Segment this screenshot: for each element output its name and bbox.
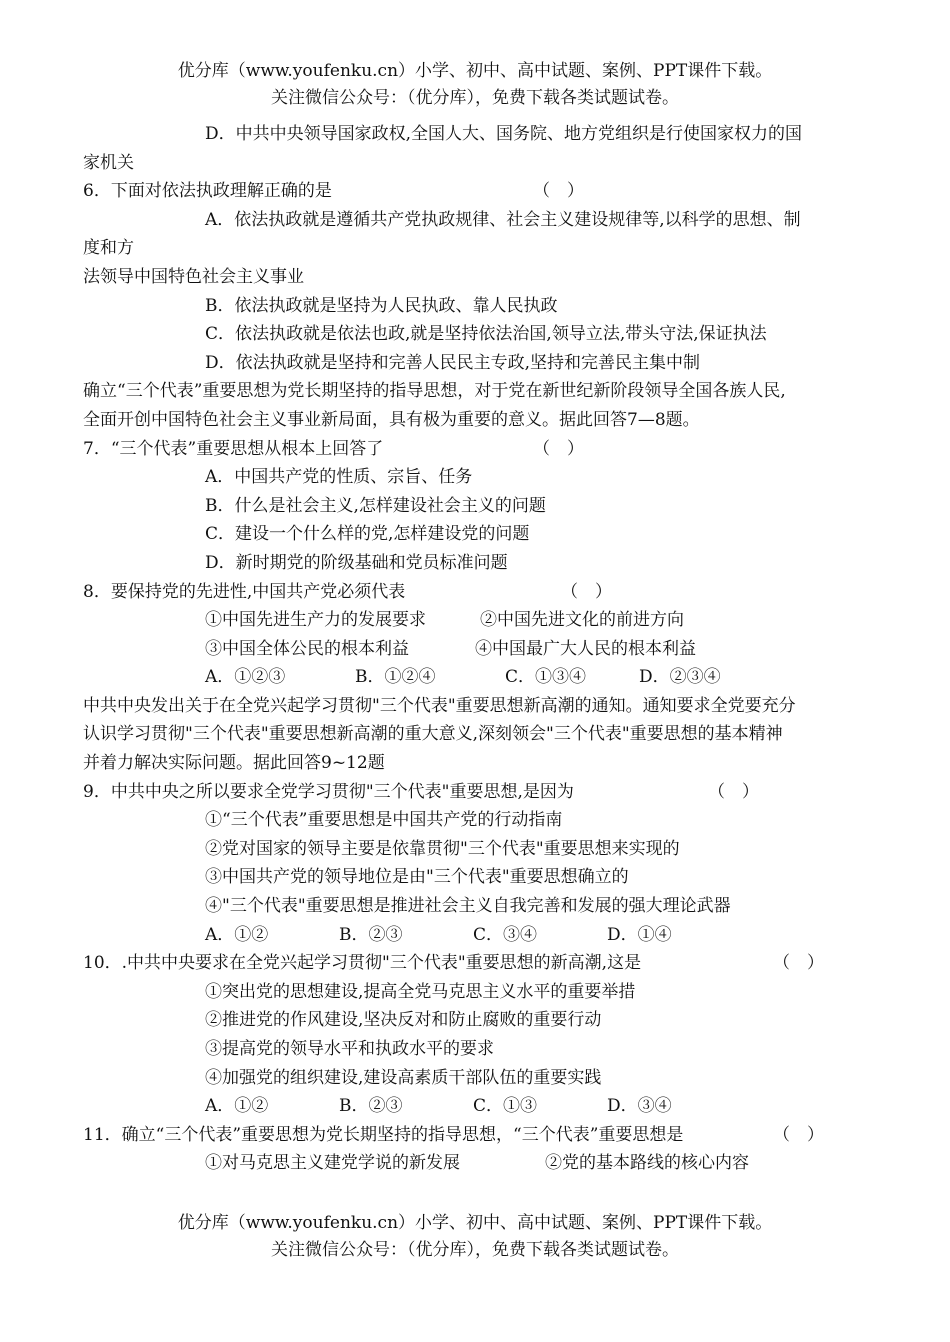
q9-statement-2: ②党对国家的领导主要是依靠贯彻"三个代表"重要思想来实现的	[205, 838, 680, 859]
q9-choice-a: A．①②	[205, 924, 269, 945]
q10-statement-2: ②推进党的作风建设,坚决反对和防止腐败的重要行动	[205, 1010, 602, 1031]
intro-q7-8-line-1: 确立“三个代表”重要思想为党长期坚持的指导思想，对于党在新世纪新阶段领导全国各族人民,	[83, 381, 786, 402]
q5-option-d: D．中共中央领导国家政权,全国人大、国务院、地方党组织是行使国家权力的国	[205, 124, 803, 144]
q7-option-c: C．建设一个什么样的党,怎样建设党的问题	[205, 524, 530, 545]
q8-statements-3-4	[83, 635, 883, 664]
q6-stem	[83, 177, 883, 206]
q9-choice-d: D．①④	[607, 924, 672, 945]
q8-choice-b: B．①②④	[355, 667, 436, 688]
q9-statement-1: ①“三个代表”重要思想是中国共产党的行动指南	[205, 810, 563, 831]
q10-stem-text: 10．.中共中央要求在全党兴起学习贯彻"三个代表"重要思想的新高潮,这是	[83, 953, 642, 974]
intro-q9-12-line-3: 并着力解决实际问题。据此回答9~12题	[83, 753, 385, 774]
q8-statement-2: ②中国先进文化的前进方向	[480, 610, 684, 631]
q7-stem	[83, 435, 883, 464]
q11-stem-text: 11．确立“三个代表”重要思想为党长期坚持的指导思想，“三个代表”重要思想是	[83, 1124, 684, 1145]
q9-stem-text: 9．中共中央之所以要求全党学习贯彻"三个代表"重要思想,是因为	[83, 781, 574, 802]
q9-stem	[83, 778, 883, 807]
intro-q9-12-line-2: 认识学习贯彻"三个代表"重要思想新高潮的重大意义,深刻领会"三个代表"重要思想的基本精神	[83, 724, 783, 745]
q8-answer-paren: （ ）	[561, 581, 612, 602]
q8-choice-a: A．①②③	[205, 667, 286, 688]
q10-statement-4: ④加强党的组织建设,建设高素质干部队伍的重要实践	[205, 1067, 602, 1088]
q5-option-d-cont: 家机关	[83, 152, 134, 173]
q7-stem-text: 7．“三个代表”重要思想从根本上回答了	[83, 438, 384, 459]
header-line-2: 关注微信公众号：（优分库），免费下载各类试题试卷。	[271, 88, 679, 108]
q10-choice-b: B．②③	[339, 1096, 403, 1117]
q6-option-a-cont-2: 法领导中国特色社会主义事业	[83, 266, 304, 287]
q10-choice-d: D．③④	[607, 1096, 672, 1117]
q10-stem	[83, 949, 883, 978]
q9-choice-c: C．③④	[473, 924, 538, 945]
intro-q9-12-line-1: 中共中央发出关于在全党兴起学习贯彻"三个代表"重要思想新高潮的通知。通知要求全党要充分	[83, 695, 796, 716]
q11-statement-2: ②党的基本路线的核心内容	[545, 1153, 749, 1174]
q8-stem	[83, 578, 883, 607]
q8-statement-3: ③中国全体公民的根本利益	[205, 638, 409, 659]
q9-choices	[83, 921, 883, 950]
q6-answer-paren: （ ）	[533, 181, 584, 202]
header-line-1: 优分库（www.youfenku.cn）小学、初中、高中试题、案例、PPT课件下载。	[177, 61, 773, 81]
q9-answer-paren: （ ）	[708, 781, 759, 802]
q8-statement-1: ①中国先进生产力的发展要求	[205, 610, 426, 631]
q7-option-d: D．新时期党的阶级基础和党员标准问题	[205, 552, 508, 573]
q11-answer-paren: （ ）	[773, 1124, 824, 1145]
q8-statement-4: ④中国最广大人民的根本利益	[475, 638, 696, 659]
q10-statement-3: ③提高党的领导水平和执政水平的要求	[205, 1039, 494, 1059]
page-footer	[0, 1210, 950, 1264]
q8-statements-1-2	[83, 606, 883, 635]
q6-option-a: A．依法执政就是遵循共产党执政规律、社会主义建设规律等,以科学的思想、制	[205, 209, 801, 230]
q10-choice-c: C．①③	[473, 1096, 538, 1117]
q6-option-b: B．依法执政就是坚持为人民执政、靠人民执政	[205, 295, 558, 316]
q11-statement-1: ①对马克思主义建党学说的新发展	[205, 1153, 460, 1174]
q7-option-b: B．什么是社会主义,怎样建设社会主义的问题	[205, 495, 546, 516]
q6-stem-text: 6．下面对依法执政理解正确的是	[83, 181, 332, 202]
q8-choices	[83, 663, 883, 692]
page-header	[0, 58, 950, 112]
q9-choice-b: B．②③	[339, 924, 403, 945]
q7-option-a: A．中国共产党的性质、宗旨、任务	[205, 467, 473, 488]
exam-content	[83, 120, 883, 1178]
q10-answer-paren: （ ）	[773, 953, 824, 974]
q11-statements-1-2	[83, 1149, 883, 1178]
q10-choices	[83, 1092, 883, 1121]
footer-line-2: 关注微信公众号：（优分库），免费下载各类试题试卷。	[271, 1240, 679, 1260]
q10-statement-1: ①突出党的思想建设,提高全党马克思主义水平的重要举措	[205, 981, 636, 1002]
q9-statement-3: ③中国共产党的领导地位是由"三个代表"重要思想确立的	[205, 867, 629, 888]
q8-stem-text: 8．要保持党的先进性,中国共产党必须代表	[83, 581, 406, 602]
q6-option-d: D．依法执政就是坚持和完善人民民主专政,坚持和完善民主集中制	[205, 352, 701, 373]
footer-line-1: 优分库（www.youfenku.cn）小学、初中、高中试题、案例、PPT课件下载。	[177, 1213, 773, 1233]
q10-choice-a: A．①②	[205, 1096, 269, 1117]
q11-stem	[83, 1121, 883, 1150]
q9-statement-4: ④"三个代表"重要思想是推进社会主义自我完善和发展的强大理论武器	[205, 896, 731, 917]
q8-choice-d: D．②③④	[639, 667, 721, 688]
q7-answer-paren: （ ）	[533, 438, 584, 459]
q8-choice-c: C．①③④	[505, 667, 587, 688]
q6-option-a-cont-1: 度和方	[83, 238, 134, 259]
q6-option-c: C．依法执政就是依法也政,就是坚持依法治国,领导立法,带头守法,保证执法	[205, 324, 767, 345]
intro-q7-8-line-2: 全面开创中国特色社会主义事业新局面，具有极为重要的意义。据此回答7—8题。	[83, 409, 700, 430]
